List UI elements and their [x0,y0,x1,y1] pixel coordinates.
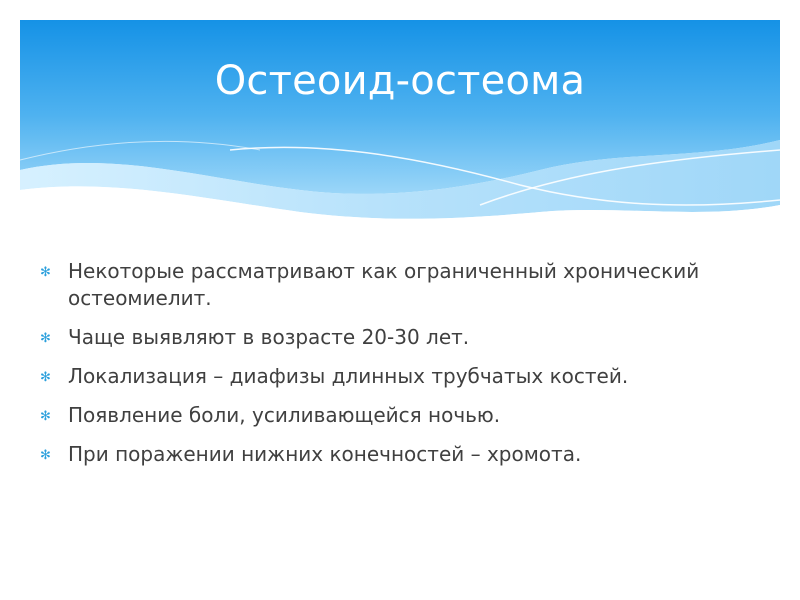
asterisk-icon: ✻ [40,331,51,346]
bullet-text: Появление боли, усиливающейся ночью. [68,403,501,427]
bullet-text: При поражении нижних конечностей – хромота. [68,442,582,466]
asterisk-icon: ✻ [40,265,51,280]
bullet-item [40,441,740,468]
bullet-text: Некоторые рассматривают как ограниченный хронический остеомиелит. [68,259,700,310]
asterisk-icon: ✻ [40,448,51,463]
asterisk-icon: ✻ [40,409,51,424]
asterisk-icon: ✻ [40,370,51,385]
bullet-list [40,258,740,480]
header-wave-background [0,0,800,240]
slide-title: Остеоид-остеома [214,58,586,104]
bullet-text: Локализация – диафизы длинных трубчатых костей. [68,364,629,388]
bullet-item [40,363,740,390]
bullet-item [40,402,740,429]
bullet-item [40,258,740,312]
bullet-item [40,324,740,351]
bullet-text: Чаще выявляют в возрасте 20-30 лет. [68,325,470,349]
